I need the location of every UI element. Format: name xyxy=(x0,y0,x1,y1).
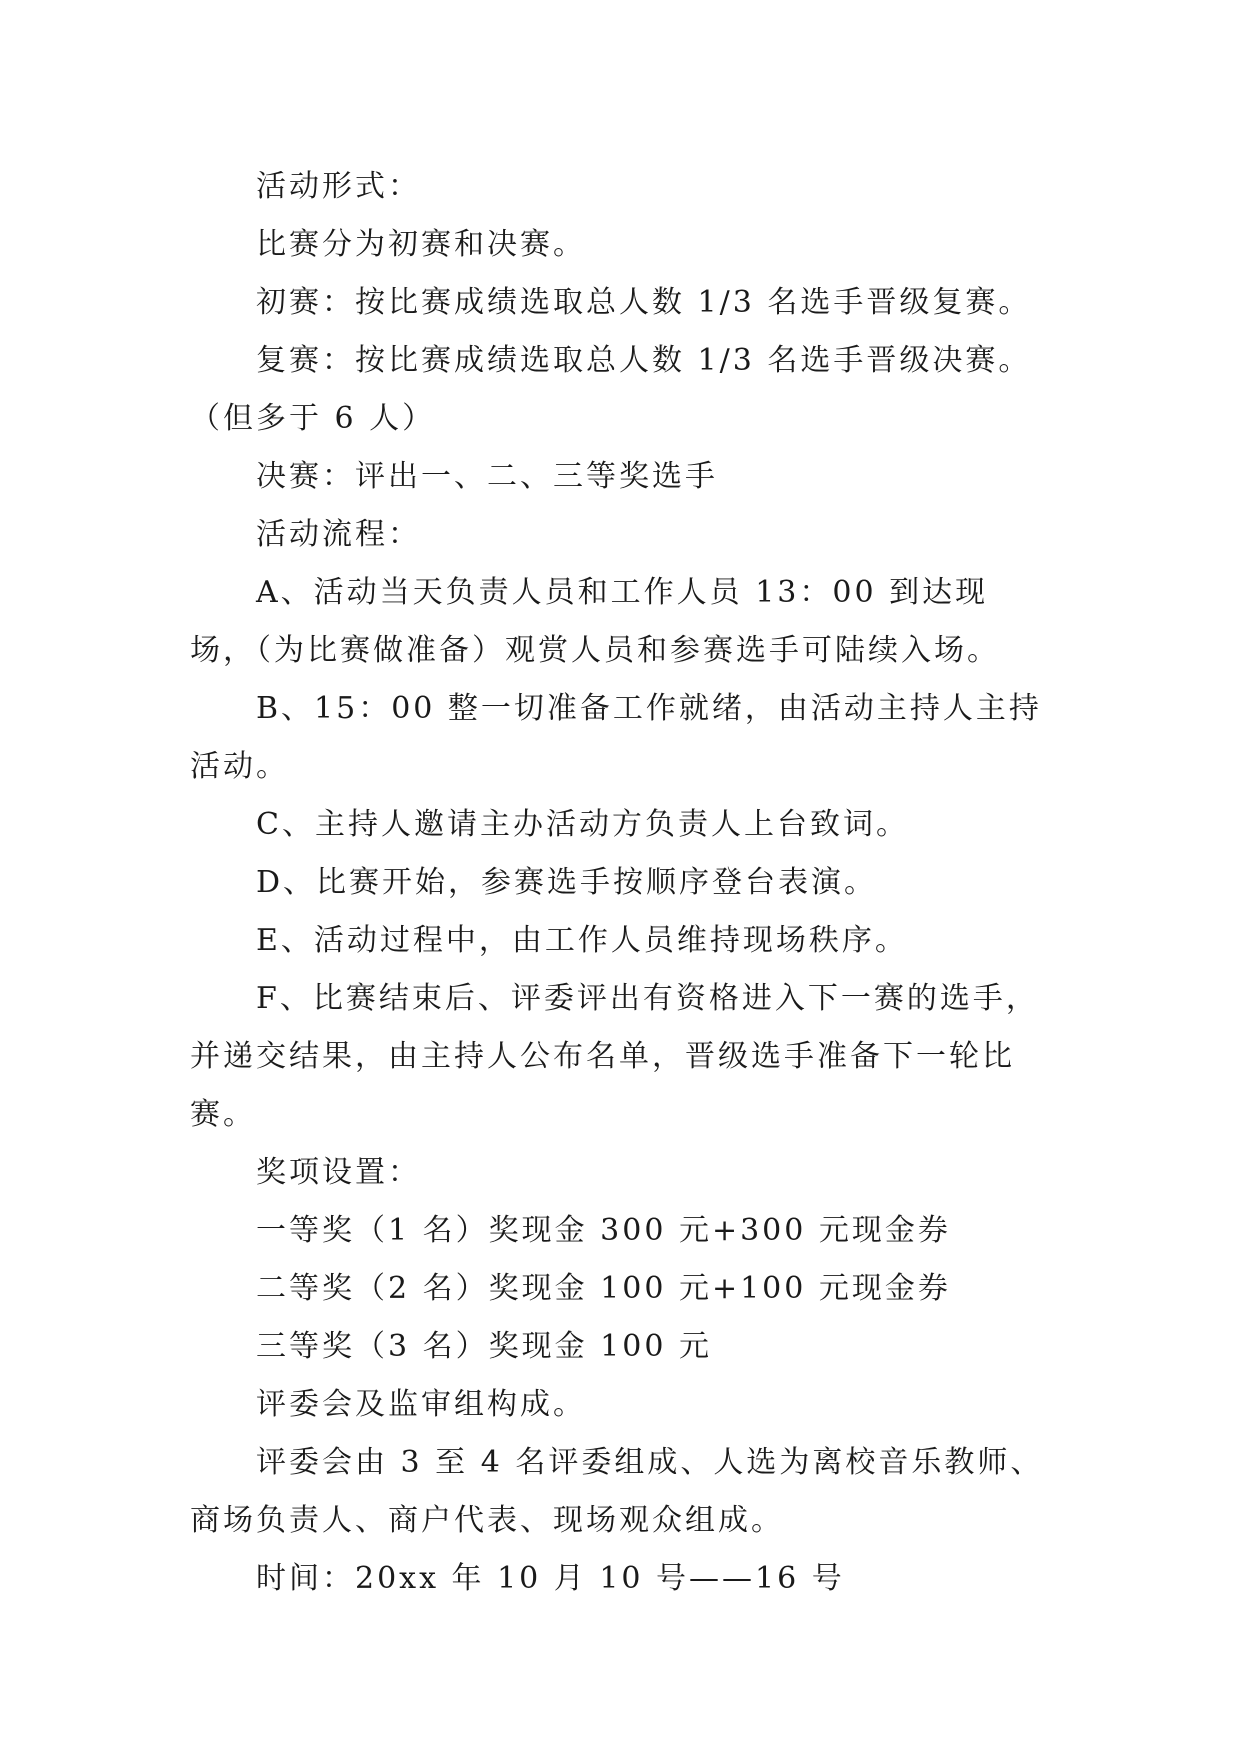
paragraph-jury-heading: 评委会及监审组构成。 xyxy=(256,1387,586,1422)
paragraph-final: 决赛：评出一、二、三等奖选手 xyxy=(256,459,718,494)
paragraph-jury-composition: 评委会由 3 至 4 名评委组成、人选为离校音乐教师、商场负责人、商户代表、现场观众组成。 xyxy=(190,1445,1044,1538)
paragraph-third-prize: 三等奖（3 名）奖现金 100 元 xyxy=(256,1329,712,1364)
paragraph-activity-format-heading: 活动形式： xyxy=(256,169,421,204)
paragraph-process-heading: 活动流程： xyxy=(256,517,421,552)
paragraph-competition-stages: 比赛分为初赛和决赛。 xyxy=(256,227,586,262)
paragraph-first-prize: 一等奖（1 名）奖现金 300 元+300 元现金券 xyxy=(256,1213,951,1248)
paragraph-step-c: C、主持人邀请主办活动方负责人上台致词。 xyxy=(256,807,909,842)
paragraph-time: 时间：20xx 年 10 月 10 号——16 号 xyxy=(256,1561,845,1596)
paragraph-step-f: F、比赛结束后、评委评出有资格进入下一赛的选手，并递交结果，由主持人公布名单，晋级选手准备下一轮比赛。 xyxy=(190,981,1039,1132)
paragraph-semifinal: 复赛：按比赛成绩选取总人数 1/3 名选手晋级决赛。（但多于 6 人） xyxy=(190,343,1032,436)
paragraph-preliminary: 初赛：按比赛成绩选取总人数 1/3 名选手晋级复赛。 xyxy=(256,285,1032,320)
document-body xyxy=(190,158,1050,1608)
paragraph-second-prize: 二等奖（2 名）奖现金 100 元+100 元现金券 xyxy=(256,1271,951,1306)
paragraph-step-b: B、15：00 整一切准备工作就绪，由活动主持人主持活动。 xyxy=(190,691,1042,784)
paragraph-step-d: D、比赛开始，参赛选手按顺序登台表演。 xyxy=(256,865,878,900)
paragraph-step-e: E、活动过程中，由工作人员维持现场秩序。 xyxy=(256,923,908,958)
paragraph-awards-heading: 奖项设置： xyxy=(256,1155,421,1190)
paragraph-step-a: A、活动当天负责人员和工作人员 13：00 到达现场，（为比赛做准备）观赏人员和参赛选手可陆续入场。 xyxy=(190,575,1000,668)
